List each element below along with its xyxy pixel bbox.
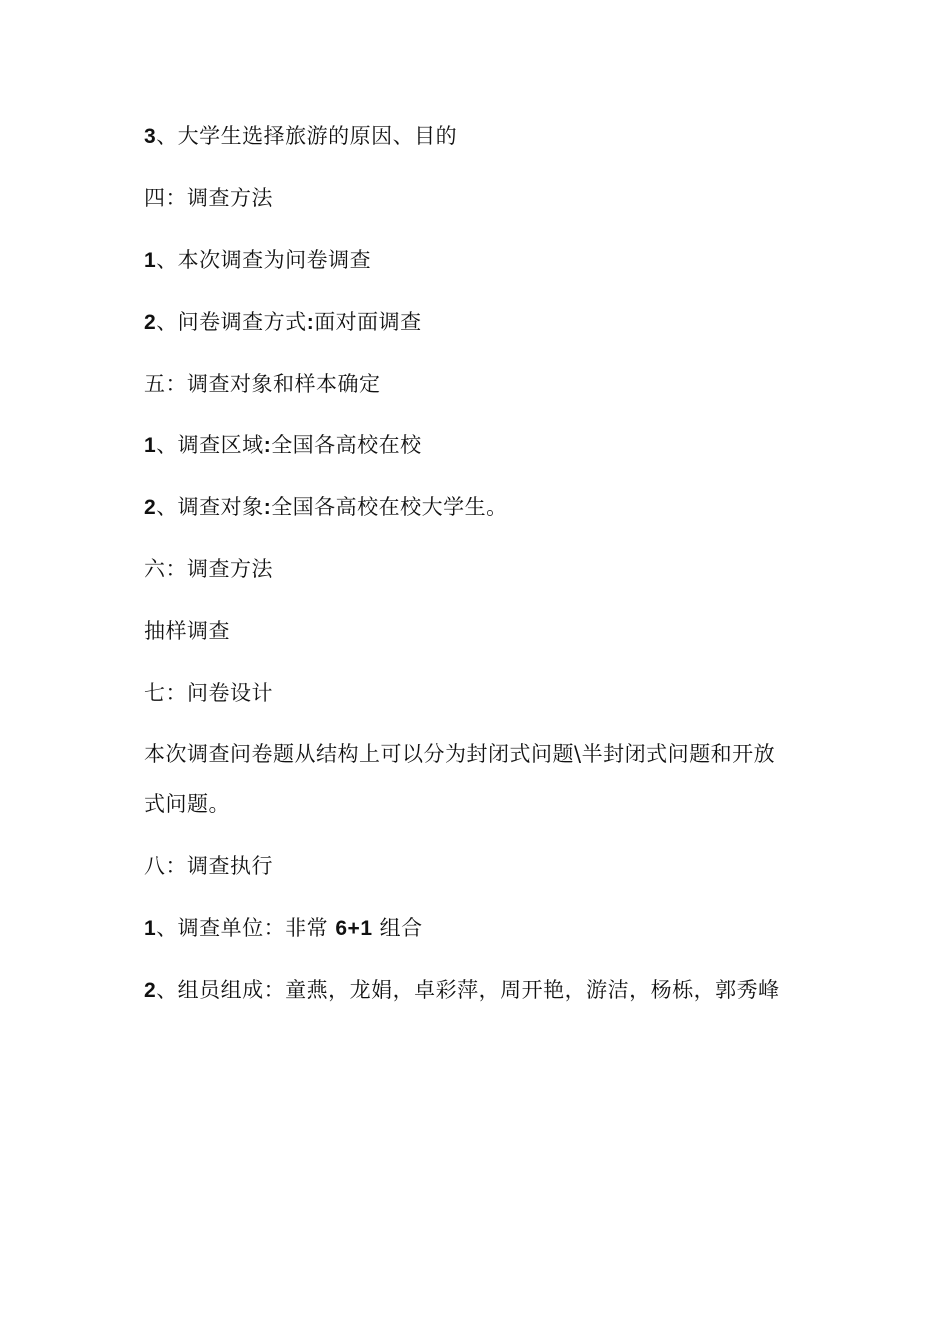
heading-text: 七：问卷设计 bbox=[144, 681, 273, 705]
paragraph-design-line-2 bbox=[144, 790, 824, 818]
item-number: 1 bbox=[144, 249, 157, 272]
item-number: 2 bbox=[144, 496, 157, 519]
item-text: 全国各高校在校大学生。 bbox=[271, 495, 508, 519]
list-item-reason bbox=[144, 122, 824, 151]
item-colon: : bbox=[263, 496, 272, 519]
item-text: 、本次调查为问卷调查 bbox=[156, 248, 372, 272]
item-number: 2 bbox=[144, 311, 157, 334]
paragraph-text: 式问题。 bbox=[144, 792, 230, 816]
paragraph-text: 本次调查问卷题从结构上可以分为封闭式问题\半封闭式问题和开放 bbox=[144, 742, 776, 766]
item-text: 组合 bbox=[372, 916, 423, 940]
heading-text: 五：调查对象和样本确定 bbox=[144, 372, 381, 396]
item-text: 、大学生选择旅游的原因、目的 bbox=[156, 124, 458, 148]
item-text: 、调查单位：非常 bbox=[156, 916, 336, 940]
heading-text: 六：调查方法 bbox=[144, 557, 273, 581]
item-bold-text: 6+1 bbox=[335, 917, 373, 940]
item-number: 1 bbox=[144, 917, 157, 940]
list-item-survey-mode bbox=[144, 308, 824, 337]
section-heading-subjects bbox=[144, 370, 824, 398]
section-heading-design bbox=[144, 679, 824, 707]
list-item-region bbox=[144, 431, 824, 460]
item-text: 面对面调查 bbox=[314, 310, 422, 334]
list-item-members bbox=[144, 976, 824, 1005]
heading-text: 八：调查执行 bbox=[144, 854, 273, 878]
item-text: 、问卷调查方式 bbox=[156, 310, 307, 334]
item-text: 、调查区域 bbox=[156, 433, 264, 457]
section-heading-method bbox=[144, 184, 824, 212]
item-number: 2 bbox=[144, 979, 157, 1002]
item-number: 1 bbox=[144, 434, 157, 457]
item-number: 3 bbox=[144, 125, 157, 148]
item-text: 、调查对象 bbox=[156, 495, 264, 519]
list-item-unit bbox=[144, 914, 824, 943]
list-item-target bbox=[144, 493, 824, 522]
paragraph-sampling bbox=[144, 617, 824, 645]
list-item-survey-type bbox=[144, 246, 824, 275]
item-text: 全国各高校在校 bbox=[271, 433, 422, 457]
section-heading-method-2 bbox=[144, 555, 824, 583]
item-text: 、组员组成：童燕，龙娟，卓彩萍，周开艳，游洁，杨栎，郭秀峰 bbox=[156, 978, 780, 1002]
section-heading-execution bbox=[144, 852, 824, 880]
item-colon: : bbox=[263, 434, 272, 457]
paragraph-design-line-1 bbox=[144, 740, 824, 768]
heading-text: 四：调查方法 bbox=[144, 186, 273, 210]
item-colon: : bbox=[306, 311, 315, 334]
paragraph-text: 抽样调查 bbox=[144, 619, 230, 643]
